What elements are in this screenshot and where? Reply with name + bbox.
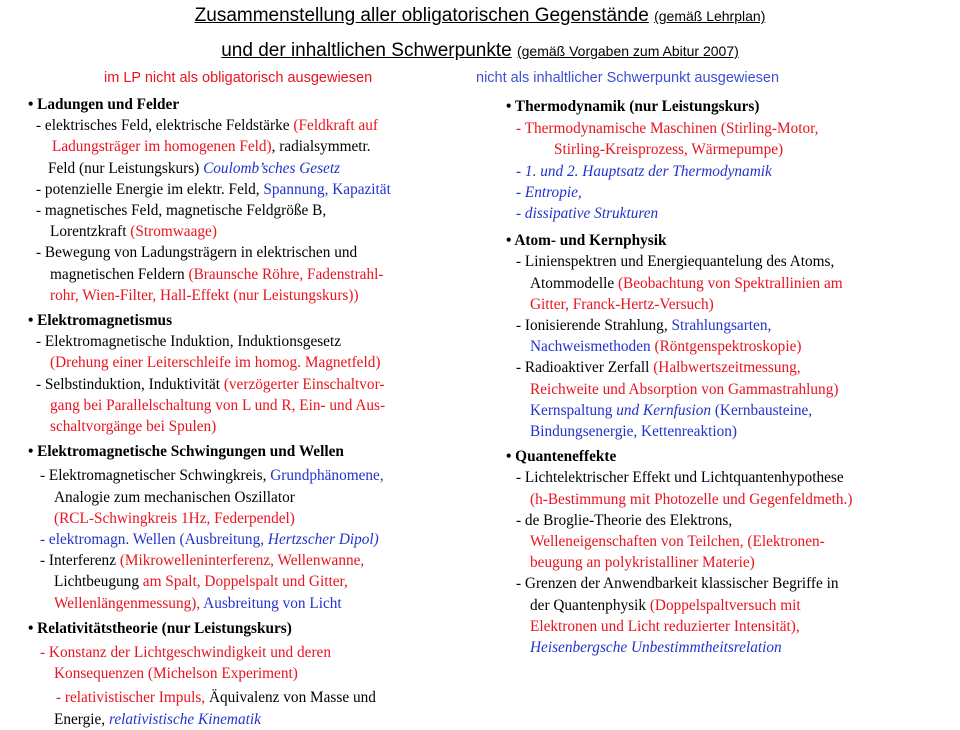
- right-text: - Lichtelektrischer Effekt und Lichtquantenhypothese: [516, 469, 844, 487]
- right-line: [530, 616, 858, 637]
- left-blue: Ausbreitung von Licht: [203, 594, 342, 612]
- right-line: [530, 531, 858, 552]
- left-red: (RCL-Schwingkreis 1Hz, Federpendel): [54, 509, 295, 527]
- left-blue: Spannung, Kapazität: [263, 180, 391, 198]
- right-blue-italic: - 1. und 2. Hauptsatz der Thermodynamik: [516, 162, 772, 180]
- right-line: [516, 118, 844, 139]
- right-red: Reichweite und Absorption von Gammastrahlung): [530, 380, 839, 398]
- right-line: [516, 315, 844, 336]
- right-blue-italic: - Entropie,: [516, 183, 582, 201]
- right-line: [516, 182, 844, 203]
- title-note-2: (gemäß Vorgaben zum Abitur 2007): [516, 43, 739, 59]
- left-line: [54, 709, 409, 730]
- right-red: Gitter, Franck-Hertz-Versuch): [530, 295, 714, 313]
- left-text: Äquivalenz von Masse und: [208, 689, 376, 707]
- right-blue-italic: Heisenbergsche Unbestimmtheitsrelation: [530, 639, 782, 657]
- left-line: [50, 416, 405, 437]
- left-text: , radialsymmetr.: [271, 138, 371, 156]
- right-text: - Linienspektren und Energiequantelung des Atoms,: [516, 253, 835, 271]
- left-line: [36, 331, 391, 352]
- left-red: - Konstanz der Lichtgeschwindigkeit und deren: [40, 644, 331, 662]
- right-text: • Thermodynamik (nur Leistungskurs): [506, 98, 760, 115]
- right-line: [530, 489, 858, 510]
- right-line: [530, 637, 858, 658]
- right-blue: (Kernbausteine,: [711, 401, 813, 419]
- left-red: (Drehung einer Leiterschleife im homog. Magnetfeld): [50, 354, 381, 372]
- left-text: - Elektromagnetische Induktion, Induktionsgesetz: [36, 333, 342, 351]
- left-line: [56, 687, 411, 708]
- left-text: • Elektromagnetische Schwingungen und Wellen: [28, 443, 344, 461]
- left-line: [54, 487, 409, 508]
- left-text: • Elektromagnetismus: [28, 312, 173, 330]
- right-blue: Strahlungsarten,: [671, 317, 772, 335]
- left-text: - Selbstinduktion, Induktivität: [36, 375, 224, 393]
- right-line: [530, 421, 858, 442]
- left-text: • Relativitätstheorie (nur Leistungskurs): [28, 619, 292, 637]
- right-line: [530, 595, 858, 616]
- left-red: - relativistischer Impuls,: [56, 689, 209, 707]
- left-red: gang bei Parallelschaltung von L und R, Ein- und Aus-: [50, 396, 386, 414]
- right-blue: Nachweismethoden: [530, 338, 655, 356]
- right-blue: Bindungsenergie, Kettenreaktion): [530, 423, 738, 441]
- title-main-1: Zusammenstellung aller obligatorischen Gegenstände: [194, 5, 649, 26]
- left-red: Konsequenzen (Michelson Experiment): [54, 665, 298, 683]
- left-line: [36, 115, 391, 136]
- left-text: - magnetisches Feld, magnetische Feldgröße B,: [36, 202, 327, 220]
- right-text: der Quantenphysik: [530, 596, 650, 614]
- title-line-2: [0, 40, 960, 62]
- left-red: am Spalt, Doppelspalt und Gitter,: [142, 573, 348, 591]
- right-text: - de Broglie-Theorie des Elektrons,: [516, 511, 733, 529]
- left-line: [28, 94, 383, 115]
- left-text: Energie,: [54, 710, 109, 728]
- right-red: Stirling-Kreisprozess, Wärmepumpe): [554, 141, 784, 159]
- left-blue: Coulomb’sches Gesetz: [203, 159, 341, 177]
- left-blue: - elektromagn. Wellen (Ausbreitung,: [40, 531, 268, 549]
- left-line: [54, 571, 409, 592]
- left-text: - elektrisches Feld, elektrische Feldstärke: [36, 117, 294, 135]
- right-red: Welleneigenschaften von Teilchen, (Elektronen-: [530, 533, 825, 551]
- left-text: - Bewegung von Ladungsträgern in elektrischen und: [36, 244, 358, 262]
- left-line: [36, 242, 391, 263]
- right-line: [530, 400, 858, 421]
- left-line: [52, 136, 407, 157]
- left-red: (Stromwaage): [130, 223, 217, 241]
- right-blue: Kernspaltung: [530, 401, 617, 419]
- left-text: • Ladungen und Felder: [28, 96, 180, 113]
- left-line: [54, 593, 409, 614]
- right-red: (Beobachtung von Spektrallinien am: [617, 274, 843, 292]
- left-blue-italic: Hertzscher Dipol): [267, 531, 379, 549]
- left-line: [50, 352, 405, 373]
- left-line: [50, 264, 405, 285]
- right-red: (Halbwertszeitmessung,: [653, 359, 801, 377]
- right-text: - Radioaktiver Zerfall: [516, 359, 654, 377]
- left-text: Lichtbeugung: [54, 573, 143, 591]
- left-text: - Interferenz: [40, 552, 120, 570]
- legend-red: im LP nicht als obligatorisch ausgewiesen: [104, 70, 373, 86]
- left-text: magnetischen Feldern: [50, 265, 189, 283]
- left-red: (Feldkraft auf: [293, 117, 378, 135]
- legend-blue: nicht als inhaltlicher Schwerpunkt ausgewiesen: [476, 70, 780, 86]
- right-text: - Ionisierende Strahlung,: [516, 317, 672, 335]
- left-text: - Elektromagnetischer Schwingkreis,: [40, 467, 271, 485]
- right-line: [516, 510, 844, 531]
- right-blue-italic: - dissipative Strukturen: [516, 205, 659, 223]
- left-red: Ladungsträger im homogenen Feld): [52, 138, 272, 156]
- left-red: schaltvorgänge bei Spulen): [50, 418, 217, 436]
- right-line: [516, 573, 844, 594]
- right-line: [530, 379, 858, 400]
- right-red: (Röntgenspektroskopie): [654, 338, 802, 356]
- right-text: • Quanteneffekte: [506, 448, 617, 466]
- left-line: [50, 285, 405, 306]
- right-line: [506, 96, 834, 117]
- right-text: - Grenzen der Anwendbarkeit klassischer Begriffe in: [516, 575, 839, 593]
- left-line: [40, 642, 395, 663]
- left-red: rohr, Wien-Filter, Hall-Effekt (nur Leistungskurs)): [50, 286, 359, 304]
- left-line: [48, 158, 403, 179]
- left-line: [36, 374, 391, 395]
- right-column: [506, 96, 853, 658]
- left-text: - potenzielle Energie im elektr. Feld,: [36, 180, 264, 198]
- right-blue-italic: und Kernfusion: [616, 401, 712, 419]
- left-red: (Braunsche Röhre, Fadenstrahl-: [188, 265, 384, 283]
- left-red: (Mikrowelleninterferenz, Wellenwanne,: [119, 552, 365, 570]
- left-line: [40, 550, 395, 571]
- right-line: [516, 203, 844, 224]
- left-line: [54, 508, 409, 529]
- left-red: Wellenlängenmessung),: [54, 594, 204, 612]
- left-line: [50, 221, 405, 242]
- left-line: [40, 529, 395, 550]
- title-line-1: [0, 5, 960, 27]
- left-line: [36, 200, 391, 221]
- right-red: Elektronen und Licht reduzierter Intensität),: [530, 617, 800, 635]
- left-blue-italic: relativistische Kinematik: [108, 710, 261, 728]
- right-line: [516, 251, 844, 272]
- left-text: Feld (nur Leistungskurs): [48, 159, 204, 177]
- left-text: Lorentzkraft: [50, 223, 131, 241]
- right-line: [530, 336, 858, 357]
- left-line: [28, 310, 383, 331]
- left-line: [50, 395, 405, 416]
- title-note-1: (gemäß Lehrplan): [654, 8, 766, 24]
- right-text: Atommodelle: [530, 274, 618, 292]
- right-line: [530, 273, 858, 294]
- left-line: [36, 179, 391, 200]
- left-text: Analogie zum mechanischen Oszillator: [54, 488, 295, 506]
- title-main-2: und der inhaltlichen Schwerpunkte: [221, 40, 512, 61]
- right-red: - Thermodynamische Maschinen (Stirling-Motor,: [516, 120, 819, 138]
- right-red: (h-Bestimmung mit Photozelle und Gegenfeldmeth.): [530, 490, 853, 508]
- right-line: [530, 294, 858, 315]
- left-line: [28, 618, 383, 639]
- right-line: [516, 357, 844, 378]
- right-red: beugung an polykristalliner Materie): [530, 554, 755, 572]
- right-line: [530, 552, 858, 573]
- left-column: [28, 94, 391, 730]
- right-line: [554, 139, 882, 160]
- right-line: [506, 446, 834, 467]
- left-line: [54, 663, 409, 684]
- left-red: (verzögerter Einschaltvor-: [223, 375, 385, 393]
- right-text: • Atom- und Kernphysik: [506, 232, 667, 250]
- right-line: [506, 230, 834, 251]
- left-blue: Grundphänomene,: [270, 467, 384, 485]
- left-line: [40, 465, 395, 486]
- right-line: [516, 161, 844, 182]
- right-line: [516, 467, 844, 488]
- left-line: [28, 441, 383, 462]
- right-red: (Doppelspaltversuch mit: [649, 596, 801, 614]
